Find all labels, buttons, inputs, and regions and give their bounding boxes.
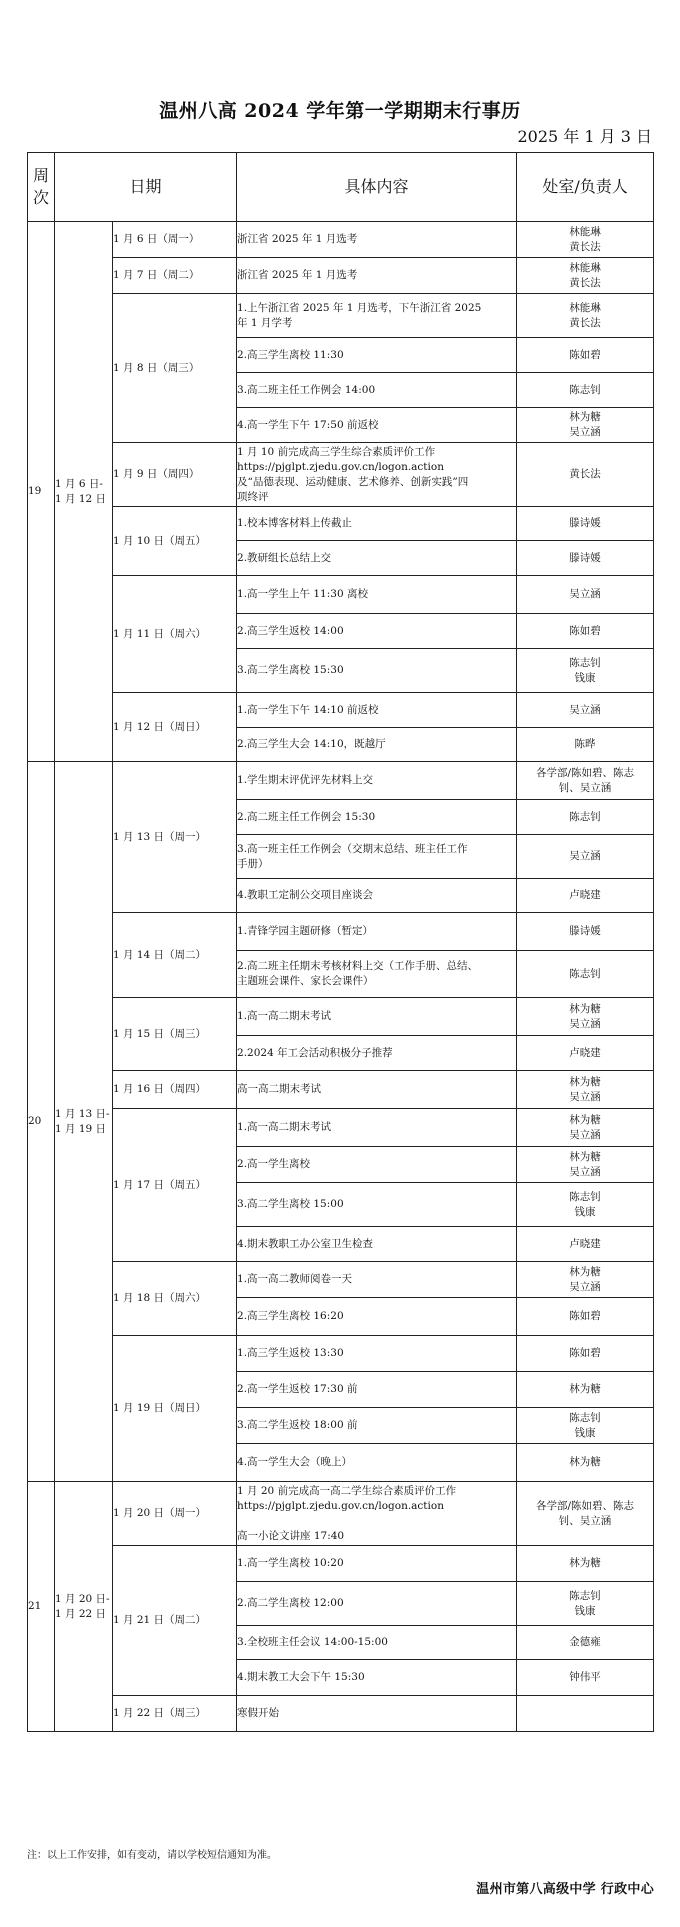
event-content-line: 4.高一学生大会（晚上） bbox=[237, 1456, 353, 1468]
day-label: 1 月 14 日（周二） bbox=[113, 913, 237, 998]
responsible-name: 卢晓建 bbox=[569, 889, 601, 901]
responsible-name: 吴立涵 bbox=[569, 1017, 601, 1030]
event-content bbox=[237, 1071, 517, 1109]
event-content-line: 3.高二班主任工作例会 14:00 bbox=[237, 383, 376, 396]
event-responsible bbox=[517, 443, 654, 507]
day-label: 1 月 17 日（周五） bbox=[113, 1109, 237, 1262]
event-content bbox=[237, 1408, 517, 1444]
responsible-name: 各学部/陈如碧、陈志 bbox=[535, 766, 635, 779]
day-label: 1 月 8 日（周三） bbox=[113, 294, 237, 443]
event-responsible bbox=[517, 1227, 654, 1262]
event-responsible bbox=[517, 373, 654, 408]
table-row bbox=[28, 258, 654, 294]
responsible-name: 陈如碧 bbox=[569, 1347, 601, 1359]
event-content-line: 浙江省 2025 年 1 月选考 bbox=[237, 269, 358, 281]
event-content bbox=[237, 1336, 517, 1372]
event-content-line: 4.期末教职工办公室卫生检查 bbox=[237, 1237, 374, 1250]
week-range-line: 1 月 13 日- bbox=[55, 1107, 110, 1120]
event-content-line: 3.全校班主任会议 14:00-15:00 bbox=[237, 1636, 388, 1648]
event-content bbox=[237, 998, 517, 1036]
responsible-name: 陈晔 bbox=[574, 738, 596, 750]
responsible-name: 滕诗媛 bbox=[569, 551, 601, 564]
event-content-line: 主题班会课件、家长会课件） bbox=[237, 975, 374, 987]
day-label: 1 月 19 日（周日） bbox=[113, 1336, 237, 1482]
event-content bbox=[237, 1227, 517, 1262]
event-responsible bbox=[517, 338, 654, 373]
event-responsible bbox=[517, 1071, 654, 1109]
table-row bbox=[28, 1482, 654, 1546]
event-responsible bbox=[517, 1482, 654, 1546]
event-content-line: 高一小论文讲座 17:40 bbox=[237, 1529, 345, 1542]
event-content bbox=[237, 1372, 517, 1408]
week-number: 19 bbox=[28, 222, 55, 762]
day-label: 1 月 13 日（周一） bbox=[113, 762, 237, 913]
page-title: 温州八高 2024 学年第一学期期末行事历 bbox=[159, 100, 521, 122]
header-responsible: 处室/负责人 bbox=[517, 153, 654, 222]
responsible-name: 林为糖 bbox=[569, 1075, 601, 1088]
event-responsible bbox=[517, 507, 654, 541]
responsible-name: 黄长法 bbox=[569, 468, 601, 480]
responsible-name: 钊、吴立涵 bbox=[558, 781, 612, 794]
responsible-name: 林为糖 bbox=[569, 1150, 601, 1163]
responsible-name: 吴立涵 bbox=[569, 850, 601, 862]
responsible-name: 黄长法 bbox=[569, 276, 601, 289]
event-responsible bbox=[517, 913, 654, 951]
day-label: 1 月 21 日（周二） bbox=[113, 1546, 237, 1696]
event-content bbox=[237, 614, 517, 649]
event-responsible bbox=[517, 1626, 654, 1660]
event-responsible bbox=[517, 1444, 654, 1482]
event-content bbox=[237, 1482, 517, 1546]
week-range-line: 1 月 20 日- bbox=[55, 1592, 110, 1605]
event-content bbox=[237, 1660, 517, 1696]
event-content-line: 2.高二班主任期末考核材料上交（工作手册、总结、 bbox=[237, 960, 479, 972]
event-content-line: 4.教职工定制公交项目座谈会 bbox=[237, 889, 374, 901]
event-responsible bbox=[517, 998, 654, 1036]
responsible-name: 黄长法 bbox=[569, 240, 601, 253]
event-content-line: 4.期末教工大会下午 15:30 bbox=[237, 1671, 365, 1683]
event-content-line: 1.高一高二期末考试 bbox=[237, 1121, 332, 1133]
responsible-name: 陈志钊 bbox=[569, 810, 601, 823]
event-content-line: 3.高一班主任工作例会（交期末总结、班主任工作 bbox=[237, 842, 468, 855]
responsible-name: 林为糖 bbox=[569, 1456, 601, 1468]
event-content-line: 1 月 20 前完成高一高二学生综合素质评价工作 bbox=[237, 1484, 457, 1497]
event-responsible bbox=[517, 1696, 654, 1732]
responsible-name: 林为糖 bbox=[569, 1002, 601, 1015]
event-content bbox=[237, 649, 517, 693]
day-label: 1 月 7 日（周二） bbox=[113, 258, 237, 294]
event-content-line: 寒假开始 bbox=[237, 1707, 280, 1719]
event-content-line: 4.高一学生下午 17:50 前返校 bbox=[237, 418, 379, 431]
table-row bbox=[28, 294, 654, 338]
responsible-name: 卢晓建 bbox=[569, 1237, 601, 1250]
event-content-line: 年 1 月学考 bbox=[237, 316, 293, 329]
event-responsible bbox=[517, 649, 654, 693]
event-responsible bbox=[517, 800, 654, 835]
responsible-name: 黄长法 bbox=[569, 316, 601, 329]
event-responsible bbox=[517, 258, 654, 294]
event-content bbox=[237, 1298, 517, 1336]
responsible-name: 吴立涵 bbox=[569, 1280, 601, 1293]
event-content bbox=[237, 576, 517, 614]
responsible-name: 陈志钊 bbox=[569, 1589, 601, 1602]
event-content-line bbox=[237, 1514, 516, 1529]
responsible-name: 陈如碧 bbox=[569, 1310, 601, 1322]
event-content bbox=[237, 1183, 517, 1227]
responsible-name: 陈如碧 bbox=[569, 624, 601, 637]
week-range bbox=[55, 222, 113, 762]
event-content bbox=[237, 1582, 517, 1626]
event-content bbox=[237, 443, 517, 507]
event-content bbox=[237, 1626, 517, 1660]
table-row bbox=[28, 1071, 654, 1109]
responsible-name: 滕诗媛 bbox=[569, 517, 601, 529]
footnote: 注：以上工作安排，如有变动，请以学校短信通知为准。 bbox=[27, 1850, 277, 1861]
event-content bbox=[237, 1109, 517, 1147]
event-content bbox=[237, 762, 517, 800]
event-responsible bbox=[517, 1298, 654, 1336]
responsible-name: 吴立涵 bbox=[569, 703, 601, 716]
day-label: 1 月 12 日（周日） bbox=[113, 693, 237, 762]
event-content-line: 1.学生期末评优评先材料上交 bbox=[237, 774, 374, 786]
event-responsible bbox=[517, 1262, 654, 1298]
event-responsible bbox=[517, 1408, 654, 1444]
week-range-line: 1 月 19 日 bbox=[55, 1122, 107, 1135]
event-content-line: 2.高二学生离校 12:00 bbox=[237, 1597, 344, 1609]
event-content-line: 3.高二学生返校 18:00 前 bbox=[237, 1419, 358, 1431]
responsible-name: 林为糖 bbox=[569, 1113, 601, 1126]
event-content-line: 1.高一高二教师阅卷一天 bbox=[237, 1273, 353, 1285]
issue-date: 2025 年 1 月 3 日 bbox=[517, 127, 652, 146]
event-content-line: 1.高三学生返校 13:30 bbox=[237, 1347, 344, 1359]
event-content bbox=[237, 879, 517, 913]
table-row bbox=[28, 998, 654, 1036]
event-responsible bbox=[517, 879, 654, 913]
responsible-name: 吴立涵 bbox=[569, 426, 601, 438]
event-content bbox=[237, 1262, 517, 1298]
event-content-line: 2.高一学生返校 17:30 前 bbox=[237, 1383, 358, 1395]
event-content-line: 2.教研组长总结上交 bbox=[237, 551, 332, 564]
responsible-name: 滕诗媛 bbox=[569, 925, 601, 937]
event-content-line: 2.2024 年工会活动积极分子推荐 bbox=[237, 1046, 393, 1059]
event-content bbox=[237, 1696, 517, 1732]
event-content bbox=[237, 1444, 517, 1482]
event-content bbox=[237, 507, 517, 541]
event-content bbox=[237, 835, 517, 879]
event-responsible bbox=[517, 835, 654, 879]
event-content-line: 1.高一学生离校 10:20 bbox=[237, 1557, 344, 1569]
responsible-name: 吴立涵 bbox=[569, 1165, 601, 1178]
responsible-name: 陈如碧 bbox=[569, 348, 601, 361]
day-label: 1 月 6 日（周一） bbox=[113, 222, 237, 258]
table-row bbox=[28, 1546, 654, 1582]
table-row bbox=[28, 443, 654, 507]
day-label: 1 月 20 日（周一） bbox=[113, 1482, 237, 1546]
day-label: 1 月 22 日（周三） bbox=[113, 1696, 237, 1732]
responsible-name: 林为糖 bbox=[569, 1383, 601, 1395]
event-content-line: 高一高二期末考试 bbox=[237, 1083, 322, 1095]
responsible-name: 钱康 bbox=[574, 671, 596, 684]
event-content-line: 3.高二学生离校 15:30 bbox=[237, 664, 344, 676]
event-content-line: 浙江省 2025 年 1 月选考 bbox=[237, 233, 358, 245]
table-row bbox=[28, 693, 654, 728]
event-responsible bbox=[517, 1036, 654, 1071]
event-content bbox=[237, 800, 517, 835]
header-content: 具体内容 bbox=[237, 153, 517, 222]
responsible-name: 陈志钊 bbox=[569, 967, 601, 980]
responsible-name: 钟伟平 bbox=[569, 1671, 601, 1683]
event-content-line: 1.校本博客材料上传截止 bbox=[237, 517, 353, 529]
event-content bbox=[237, 222, 517, 258]
event-responsible bbox=[517, 1660, 654, 1696]
event-responsible bbox=[517, 1582, 654, 1626]
event-content-line: https://pjglpt.zjedu.gov.cn/logon.action bbox=[237, 460, 444, 473]
event-content bbox=[237, 951, 517, 998]
table-row bbox=[28, 762, 654, 800]
day-label: 1 月 15 日（周三） bbox=[113, 998, 237, 1071]
event-content bbox=[237, 294, 517, 338]
event-content bbox=[237, 408, 517, 443]
responsible-name: 钱康 bbox=[574, 1426, 596, 1439]
day-label: 1 月 10 日（周五） bbox=[113, 507, 237, 576]
event-content bbox=[237, 728, 517, 762]
event-content bbox=[237, 1036, 517, 1071]
day-label: 1 月 9 日（周四） bbox=[113, 443, 237, 507]
event-responsible bbox=[517, 693, 654, 728]
week-range-line: 1 月 12 日 bbox=[55, 492, 107, 505]
week-range-line: 1 月 22 日 bbox=[55, 1607, 107, 1620]
table-row bbox=[28, 1109, 654, 1147]
event-content-line: 1.高一学生上午 11:30 离校 bbox=[237, 588, 368, 600]
event-responsible bbox=[517, 1109, 654, 1147]
event-content-line: 2.高二班主任工作例会 15:30 bbox=[237, 810, 376, 823]
event-responsible bbox=[517, 1546, 654, 1582]
event-content-line: 项终评 bbox=[237, 490, 269, 503]
event-content bbox=[237, 258, 517, 294]
day-label: 1 月 16 日（周四） bbox=[113, 1071, 237, 1109]
event-content-line: 及“品德表现、运动健康、艺术修养、创新实践”四 bbox=[237, 475, 469, 488]
responsible-name: 钱康 bbox=[574, 1604, 596, 1617]
schedule-table bbox=[27, 152, 654, 1732]
responsible-name: 钱康 bbox=[574, 1205, 596, 1218]
day-label: 1 月 11 日（周六） bbox=[113, 576, 237, 693]
event-content-line: 2.高一学生离校 bbox=[237, 1158, 311, 1170]
event-content-line: 3.高二学生离校 15:00 bbox=[237, 1198, 344, 1210]
event-content bbox=[237, 1546, 517, 1582]
table-row bbox=[28, 1336, 654, 1372]
responsible-name: 各学部/陈如碧、陈志 bbox=[535, 1499, 635, 1512]
responsible-name: 陈志钊 bbox=[569, 1411, 601, 1424]
event-content bbox=[237, 541, 517, 576]
event-content bbox=[237, 1147, 517, 1183]
event-content-line: 手册） bbox=[237, 857, 269, 870]
event-content-line: 2.高三学生离校 11:30 bbox=[237, 348, 344, 361]
table-row bbox=[28, 1262, 654, 1298]
event-responsible bbox=[517, 951, 654, 998]
schedule-body bbox=[28, 222, 654, 1732]
table-row bbox=[28, 222, 654, 258]
responsible-name: 吴立涵 bbox=[569, 1090, 601, 1103]
responsible-name: 林为糖 bbox=[569, 1557, 601, 1569]
event-content bbox=[237, 693, 517, 728]
responsible-name: 林为糖 bbox=[569, 411, 601, 423]
week-range bbox=[55, 762, 113, 1482]
week-range-line: 1 月 6 日- bbox=[55, 477, 103, 490]
event-responsible bbox=[517, 1183, 654, 1227]
responsible-name: 吴立涵 bbox=[569, 1128, 601, 1141]
event-content-line: 1.高一学生下午 14:10 前返校 bbox=[237, 703, 379, 716]
responsible-name: 卢晓建 bbox=[569, 1046, 601, 1059]
table-row bbox=[28, 1696, 654, 1732]
table-row bbox=[28, 913, 654, 951]
event-responsible bbox=[517, 294, 654, 338]
table-row bbox=[28, 507, 654, 541]
event-content-line: 2.高三学生大会 14:10，既越厅 bbox=[237, 738, 386, 750]
responsible-name: 钊、吴立涵 bbox=[558, 1514, 612, 1527]
event-responsible bbox=[517, 728, 654, 762]
day-label: 1 月 18 日（周六） bbox=[113, 1262, 237, 1336]
header-row bbox=[28, 153, 654, 222]
header-date: 日期 bbox=[55, 153, 237, 222]
event-responsible bbox=[517, 408, 654, 443]
header-week: 周次 bbox=[28, 153, 55, 222]
event-responsible bbox=[517, 1147, 654, 1183]
event-content-line: 2.高三学生返校 14:00 bbox=[237, 624, 344, 637]
event-content bbox=[237, 338, 517, 373]
responsible-name: 吴立涵 bbox=[569, 588, 601, 600]
table-row bbox=[28, 576, 654, 614]
responsible-name: 金德雍 bbox=[569, 1636, 601, 1648]
event-content-line: 1.青锋学园主题研修（暂定） bbox=[237, 925, 374, 937]
week-number: 20 bbox=[28, 762, 55, 1482]
event-responsible bbox=[517, 1336, 654, 1372]
responsible-name: 林能琳 bbox=[569, 301, 601, 314]
event-content-line: 2.高三学生离校 16:20 bbox=[237, 1310, 344, 1322]
event-responsible bbox=[517, 541, 654, 576]
event-content-line: https://pjglpt.zjedu.gov.cn/logon.action bbox=[237, 1499, 444, 1512]
event-responsible bbox=[517, 1372, 654, 1408]
event-content bbox=[237, 373, 517, 408]
event-responsible bbox=[517, 222, 654, 258]
responsible-name: 林能琳 bbox=[569, 225, 601, 238]
responsible-name: 林为糖 bbox=[569, 1265, 601, 1278]
responsible-name bbox=[517, 1706, 653, 1721]
week-number: 21 bbox=[28, 1482, 55, 1732]
responsible-name: 陈志钊 bbox=[569, 1190, 601, 1203]
event-responsible bbox=[517, 576, 654, 614]
responsible-name: 陈志钊 bbox=[569, 383, 601, 396]
event-content-line: 1 月 10 前完成高三学生综合素质评价工作 bbox=[237, 445, 436, 458]
footer-signature: 温州市第八高级中学 行政中心 bbox=[476, 1882, 654, 1897]
event-content-line: 1.高一高二期末考试 bbox=[237, 1010, 332, 1022]
responsible-name: 林能琳 bbox=[569, 261, 601, 274]
responsible-name: 陈志钊 bbox=[569, 656, 601, 669]
event-responsible bbox=[517, 614, 654, 649]
week-range bbox=[55, 1482, 113, 1732]
event-content-line: 1.上午浙江省 2025 年 1 月选考，下午浙江省 2025 bbox=[237, 301, 482, 314]
event-responsible bbox=[517, 762, 654, 800]
event-content bbox=[237, 913, 517, 951]
